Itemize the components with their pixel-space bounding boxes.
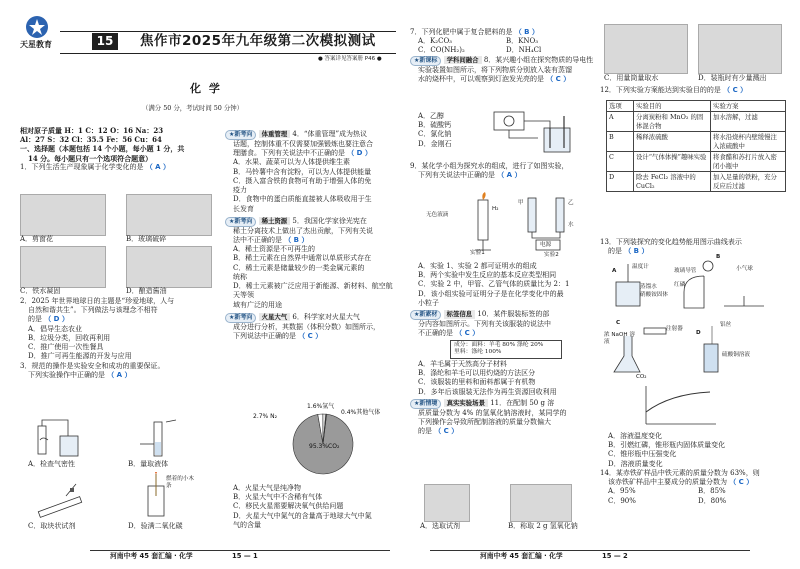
q13-stem-2: 的是 （ B ） xyxy=(608,247,649,256)
q13-stem-1: 13．下列装探究的变化趋势能用图示曲线表示 xyxy=(600,238,742,246)
q2-stem-3: 的是 （ D ） xyxy=(28,315,69,324)
q10-option-d: D．多年后该服装无法作为再生资源回收利用 xyxy=(418,387,557,396)
q13-label-ammonium-nitrate: 硝酸铵固体 xyxy=(640,292,668,298)
q9-option-a: A．实验 1、实验 2 都可证明水的组成 xyxy=(418,262,537,270)
q3-figure-c xyxy=(28,476,98,520)
q3-option-a: A．检查气密性 xyxy=(28,460,76,468)
q1-image-a xyxy=(20,194,106,236)
q11-option-b: B．称取 2 g 氢氧化钠 xyxy=(508,522,578,530)
q11-answer: （ C ） xyxy=(434,427,459,436)
q1-option-b: B．玻璃破碎 xyxy=(126,235,167,243)
table-cell: A xyxy=(607,112,634,132)
q14-option-c: C．90% xyxy=(608,496,636,505)
q4-stem-2: 话题，控制体重不仅需要加强锻炼也要注意合 xyxy=(233,139,373,148)
q8-answer: （ C ） xyxy=(546,74,571,83)
q8-stem-2: 实验装置如图所示，将下列物质分别放入装有蒸馏 xyxy=(418,65,572,74)
q9-option-b: B．两个实验中发生反应的基本反应类型相同 xyxy=(418,271,557,280)
q4-answer: （ D ） xyxy=(347,149,372,158)
paper-number-badge: 15 xyxy=(92,33,118,50)
q4-option-d-cont: 长发育 xyxy=(233,204,254,213)
q3-answer: （ A ） xyxy=(107,370,132,379)
q3-option-c: C．取块状试剂 xyxy=(28,522,76,530)
q7-option-c: C．CO(NH₂)₂ xyxy=(418,46,465,55)
q11-image-d xyxy=(698,24,782,74)
q5-keyword: 稀土资源 xyxy=(259,217,291,225)
q6-stem-2: 成分进行分析，其数据（体积分数）如图所示， xyxy=(233,322,380,331)
q5-option-c: C．稀土元素是储量较少的一类金属元素的 xyxy=(233,263,365,272)
q8-tag: ★新课标 xyxy=(410,56,441,66)
q13-label-co2: CO₂ xyxy=(636,374,647,380)
q9-option-d-cont: 小粒子 xyxy=(418,298,439,307)
q1-answer: （ A ） xyxy=(145,162,170,171)
q13-label-red-phosphorus: 红磷 xyxy=(674,282,686,288)
q2-option-c: C．推广使用一次性餐具 xyxy=(28,343,104,352)
q9-stem-1: 9．某化学小组为探究水的组成，进行了如图实验， xyxy=(410,162,569,170)
q14-option-b: B．85% xyxy=(698,487,726,496)
q6-option-d: D．火星大气中氮气的含量高于地球大气中氮 xyxy=(233,511,372,520)
mars-atmosphere-pie-chart xyxy=(235,400,385,480)
q13-label-distilled-water: 蒸馏水 xyxy=(640,284,657,290)
atomic-mass-line-1: 相对原子质量 H：1 C：12 O：16 Na：23 xyxy=(20,126,164,135)
q11-keyword: 真实实验场景 xyxy=(444,399,488,407)
section-heading-2: 14 分。每小题只有一个选项符合题意） xyxy=(28,153,153,163)
q9-electrolysis-figure xyxy=(420,188,590,256)
q8-option-d: D．金刚石 xyxy=(418,139,452,148)
table-row xyxy=(607,172,786,192)
q11-image-c xyxy=(604,24,688,74)
footer-right: 河南中考 45 套汇编 · 化学 xyxy=(480,552,563,560)
q4-option-a: A．水果、蔬菜可以为人体提供维生素 xyxy=(233,158,351,167)
table-cell: 加水溶解，过滤 xyxy=(711,112,786,132)
table-row xyxy=(607,152,786,172)
q13-option-a: A．溶液温度变化 xyxy=(608,432,663,440)
q13-label-copper-sulfate: 硫酸铜溶液 xyxy=(722,352,750,358)
q11-option-c: C．用量筒量取水 xyxy=(604,74,659,82)
table-header-option: 选项 xyxy=(607,101,634,112)
q4-stem-3: 理膳食。下列有关说法中不正确的是 （ D ） xyxy=(233,149,372,158)
q2-option-a: A．倡导生态农业 xyxy=(28,324,83,333)
page-number-left: 15 — 1 xyxy=(232,552,258,560)
q4-option-d: D．食物中的蛋白质能直接被人体吸收用于生 xyxy=(233,195,372,204)
table-cell: 设计“气体体操”趣味实验 xyxy=(634,152,711,172)
brand-logo-icon xyxy=(22,14,52,40)
q8-stem-1: ★新课标 学科间融合 8．某兴趣小组在探究物质的导电性 xyxy=(410,56,594,66)
q12-table xyxy=(606,100,786,192)
q5-stem-3: 法中不正确的是 （ B ） xyxy=(233,235,309,244)
column-3 xyxy=(410,28,594,84)
pie-label: 1.6%氩气 xyxy=(307,403,335,410)
q7-option-b: B．KNO₃ xyxy=(506,37,539,46)
pie-label: 0.4%其他气体 xyxy=(341,409,381,416)
q1-image-c xyxy=(20,246,106,288)
q8-conductivity-apparatus xyxy=(488,106,588,156)
q13-trend-curve xyxy=(640,384,720,428)
q6-option-c: C．移民火星需要解决氧气供给问题 xyxy=(233,502,344,511)
q5-option-d-cont: 域有广泛的用途 xyxy=(233,300,282,309)
q6-stem-3: 下列说法中正确的是 （ C ） xyxy=(233,331,323,340)
q1-option-c: C．铁水凝固 xyxy=(20,287,61,295)
subject-title: 化 学 xyxy=(190,82,222,95)
q10-label-line-2: 里料：涤纶 100% xyxy=(454,349,502,356)
table-row xyxy=(607,112,786,132)
q4-option-c: C．摄入富含铁的食物可有助于增强人体的免 xyxy=(233,176,372,185)
table-header-purpose: 实验目的 xyxy=(634,101,711,112)
q13-label-a: A xyxy=(612,268,617,274)
q6-answer: （ C ） xyxy=(298,331,323,340)
q2-stem-1: 2．2025 年世界地球日的主题是“珍爱地球，人与 xyxy=(20,297,175,305)
q11-option-d: D．装瓶时有少量溅出 xyxy=(698,74,767,82)
table-row xyxy=(607,132,786,152)
q8-option-c: C．氯化钠 xyxy=(418,130,452,139)
q9-label-tube-b: 乙 xyxy=(568,200,574,206)
q10-stem-1: ★新素材 标签信息 10．某件服装标签的部 xyxy=(410,310,594,320)
q10-keyword: 标签信息 xyxy=(444,310,476,318)
q9-label-power: 电源 xyxy=(540,242,552,248)
q9-stem-2: 下列有关说法中正确的是 （ A ） xyxy=(418,171,522,180)
q6-options xyxy=(225,484,395,530)
column-2 xyxy=(225,130,395,341)
q8-option-a: A．乙醇 xyxy=(418,112,445,120)
q6-stem-1: ★新考向 火星大气 6．科学家对火星大气 xyxy=(225,313,395,323)
table-cell: C xyxy=(607,152,634,172)
q13-label-glass-tube: 玻璃导管 xyxy=(674,268,697,274)
q7-stem: 7．下列化肥中属于复合肥料的是 （ B ） xyxy=(410,28,539,36)
q4-option-b: B．马铃薯中含有淀粉，可以为人体提供能量 xyxy=(233,167,372,176)
q14-option-a: A．95% xyxy=(608,487,636,496)
q7-option-a: A．K₂CO₃ xyxy=(418,37,452,46)
table-cell: B xyxy=(607,132,634,152)
q3-figure-d-label: 燃着的小木条 xyxy=(166,476,194,490)
table-cell: 分离炭粉和 MnO₂ 的固体混合物 xyxy=(634,112,711,132)
pie-label: 95.3%CO₂ xyxy=(309,443,340,450)
q4-keyword: 体重管理 xyxy=(259,130,291,138)
q2-block xyxy=(20,297,216,380)
table-cell: 加入足量的铁粉，充分反应后过滤 xyxy=(711,172,786,192)
q9-label-experiment-2: 实验2 xyxy=(544,252,559,258)
q3-figure-a xyxy=(28,418,88,460)
q10-label-line-1: 成分：面料：羊毛 80% 涤纶 20% xyxy=(454,341,544,348)
q5-option-b: B．稀土元素在自然界中通常以单质形式存在 xyxy=(233,254,372,263)
q13-option-d: D．溶液质量变化 xyxy=(608,459,663,468)
q5-option-a: A．稀土资源是不可再生的 xyxy=(233,245,316,254)
q9-block xyxy=(410,162,594,180)
q11-stem-1: ★新情境 真实实验场景 11．在配制 50 g 溶 xyxy=(410,399,594,409)
q10-option-a: A．羊毛属于天然高分子材料 xyxy=(418,359,508,368)
q14-answer: （ C ） xyxy=(729,478,754,487)
q9-options xyxy=(410,262,594,436)
q10-clothing-label xyxy=(450,340,562,359)
q13-label-d: D xyxy=(696,330,701,336)
q13-figures xyxy=(604,256,790,382)
q6-option-b: B．火星大气中不含稀有气体 xyxy=(233,493,323,502)
table-cell: 将食醋和苏打片放入密闭小瓶中 xyxy=(711,152,786,172)
q9-label-tube-a: 甲 xyxy=(518,200,524,206)
q12-answer: （ C ） xyxy=(723,86,748,94)
q10-option-c: C．该服装的里料和面料都属于有机物 xyxy=(418,378,536,387)
q10-answer: （ C ） xyxy=(455,329,480,338)
q8-keyword: 学科间融合 xyxy=(444,56,482,64)
table-header-row xyxy=(607,101,786,112)
q9-option-c: C．实验 2 中，甲管、乙管气体的质量比为 2：1 xyxy=(418,280,570,289)
q8-option-b: B．硫酸钙 xyxy=(418,121,452,130)
q1-stem: 1．下列生活生产现象属于化学变化的是 （ A ） xyxy=(20,162,170,171)
q10-tag: ★新素材 xyxy=(410,310,441,320)
q13-label-aluminum-wire: 铝丝 xyxy=(720,322,732,328)
table-cell: D xyxy=(607,172,634,192)
q13-option-c: C．锥形瓶中压强变化 xyxy=(608,450,677,459)
q8-stem-3: 水的烧杯中，可以观察到灯泡发光亮的是 （ C ） xyxy=(418,74,571,83)
q14-stem-2: 该赤铁矿样品中主要成分的质量分数为 （ C ） xyxy=(608,478,754,487)
q11-image-b xyxy=(510,484,572,522)
q3-option-b: B．量取液体 xyxy=(128,460,169,468)
q4-option-c-cont: 疫力 xyxy=(233,186,247,195)
q13-option-b: B．引燃红磷，锥形瓶内固体质量变化 xyxy=(608,441,726,450)
q11-tag: ★新情境 xyxy=(410,399,441,409)
table-cell: 稀释浓硫酸 xyxy=(634,132,711,152)
q3-option-d: D．验满二氧化碳 xyxy=(128,522,183,530)
q9-option-d: D．该小组实验可证明分子是在化学变化中的最 xyxy=(418,289,564,298)
q2-option-b: B．垃圾分类，回收再利用 xyxy=(28,333,111,342)
q3-stem-2: 下列实验操作中正确的是 （ A ） xyxy=(28,370,132,379)
table-cell: 将水沿烧杯内壁缓慢注入浓硫酸中 xyxy=(711,132,786,152)
q4-stem-1: ★新考向 体重管理 4．“体重管理”成为热议 xyxy=(225,130,395,140)
q13-label-syringe: 注射器 xyxy=(666,326,683,332)
q5-option-c-cont: 统称 xyxy=(233,272,247,281)
q6-option-a: A．火星大气是纯净物 xyxy=(233,484,302,492)
q10-stem-2: 分内容如图所示。下列有关该服装的说法中 xyxy=(418,320,551,329)
q9-label-liquid-drops: 无色液滴 xyxy=(426,212,449,218)
q6-tag: ★新考向 xyxy=(225,313,256,323)
q13-options xyxy=(600,432,788,506)
q5-stem-1: ★新考向 稀土资源 5．我国化学家徐光宪在 xyxy=(225,217,395,227)
q6-keyword: 火星大气 xyxy=(259,313,291,321)
q3-stem-1: 3．规范的操作是实验安全和成功的重要保证。 xyxy=(20,361,165,370)
q13-answer: （ B ） xyxy=(624,247,649,256)
q13-label-b: B xyxy=(716,254,721,260)
full-marks-note: （满分 50 分，考试时间 50 分钟） xyxy=(142,104,244,112)
q2-answer: （ D ） xyxy=(44,315,69,324)
q9-label-water: 水 xyxy=(568,222,574,228)
q11-option-a: A．选取试剂 xyxy=(420,522,461,530)
q3-figures xyxy=(20,418,216,536)
q8-options xyxy=(418,112,478,149)
q9-answer: （ A ） xyxy=(497,171,522,180)
q11-stem-2: 质质量分数为 4% 的氢氧化钠溶液时，某同学的 xyxy=(418,408,567,417)
q13-label-c: C xyxy=(616,320,621,326)
q3-figure-b xyxy=(128,418,188,460)
footer-left: 河南中考 45 套汇编 · 化学 xyxy=(110,552,193,560)
footer-rule-right xyxy=(430,550,750,551)
page-number-right: 15 — 2 xyxy=(602,552,628,560)
q9-label-h2: H₂ xyxy=(492,206,499,212)
q5-stem-2: 稀土分离技术上做出了杰出贡献，下列有关说 xyxy=(233,226,373,235)
q2-stem-2: 自然和谐共生”。下列做法与该理念不相符 xyxy=(28,306,158,315)
q13-label-naoh: 浓 NaOH 溶液 xyxy=(604,332,635,346)
q13-label-thermometer: 温度计 xyxy=(632,264,649,270)
q5-tag: ★新考向 xyxy=(225,217,256,227)
q6-option-d-cont: 气的含量 xyxy=(233,520,261,529)
answer-reference-note: ● 答案详见答案册 P46 ● xyxy=(318,56,382,62)
brand-name: 天星教育 xyxy=(20,40,52,49)
q10-option-b: B．涤纶和羊毛可以用灼烧的方法区分 xyxy=(418,369,536,378)
q2-option-d: D．推广可再生能源的开发与应用 xyxy=(28,352,132,361)
q14-option-d: D．80% xyxy=(698,496,727,505)
footer-rule-left xyxy=(90,550,390,551)
q13-label-balloon: 小气球 xyxy=(736,266,753,272)
q4-tag: ★新考向 xyxy=(225,130,256,140)
q7-options xyxy=(410,37,594,55)
pie-label: 2.7% N₂ xyxy=(253,413,278,420)
page-title: 焦作市2025年九年级第二次模拟测试 xyxy=(140,33,376,49)
q7-answer: （ B ） xyxy=(514,28,539,36)
q14-stem-1: 14．某赤铁矿样品中铁元素的质量分数为 63%，则 xyxy=(600,468,760,477)
q12-stem: 12．下列实验方案能达到实验目的的是 （ C ） xyxy=(600,86,748,94)
q11-image-a xyxy=(424,484,470,522)
q11-stem-3: 下列操作会导致所配制溶液的质量分数偏大 xyxy=(418,417,551,426)
q1-image-d xyxy=(126,246,212,288)
q7-option-d: D．NH₄Cl xyxy=(506,46,542,55)
q1-option-d: D．酿造酱油 xyxy=(126,287,167,295)
q5-answer: （ B ） xyxy=(284,235,309,244)
q1-image-b xyxy=(126,194,212,236)
q14-options xyxy=(600,487,788,505)
q9-label-experiment-1: 实验1 xyxy=(470,250,485,256)
q10-stem-3: 不正确的是 （ C ） xyxy=(418,329,480,338)
q11-stem-4: 的是 （ C ） xyxy=(418,427,459,436)
atomic-mass-line-2: Al：27 S：32 Cl：35.5 Fe：56 Cu：64 xyxy=(20,135,162,145)
q13-stem xyxy=(600,238,788,256)
table-cell: 除去 FeCl₂ 溶液中的 CuCl₂ xyxy=(634,172,711,192)
table-header-method: 实验方案 xyxy=(711,101,786,112)
section-heading-1: 一、选择题（本题包括 14 个小题，每小题 1 分，共 xyxy=(20,144,185,154)
column-1 xyxy=(20,126,216,172)
q5-option-d: D．稀土元素被广泛应用于新能源、新材料、航空航天等领 xyxy=(233,282,393,300)
q1-option-a: A．剪窗花 xyxy=(20,235,54,243)
